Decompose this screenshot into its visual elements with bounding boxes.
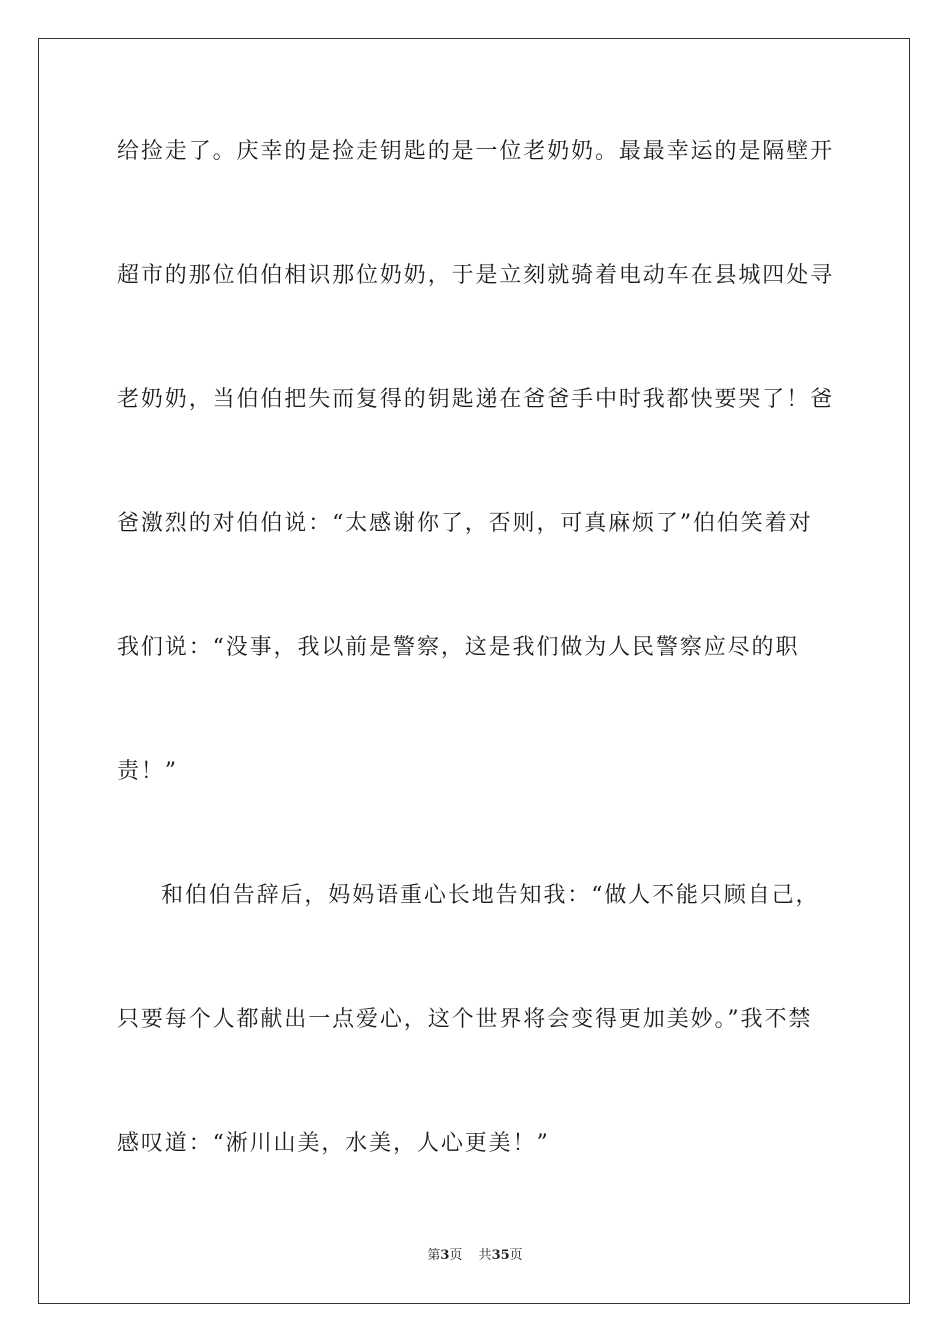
total-pages-label: 共35页: [478, 1248, 523, 1263]
current-page-label: 第3页: [427, 1248, 463, 1263]
text-line: 给捡走了。庆幸的是捡走钥匙的是一位老奶奶。最最幸运的是隔壁开: [117, 139, 835, 164]
text-line: 只要每个人都献出一点爱心，这个世界将会变得更加美妙。”我不禁: [117, 1007, 813, 1032]
text-line: 超市的那位伯伯相识那位奶奶，于是立刻就骑着电动车在县城四处寻: [117, 263, 835, 288]
text-line: 爸激烈的对伯伯说：“太感谢你了，否则，可真麻烦了”伯伯笑着对: [117, 511, 813, 536]
text-line: 感叹道：“淅川山美，水美，人心更美！”: [117, 1131, 550, 1156]
page-footer: [0, 1247, 950, 1265]
text-line: 责！”: [117, 759, 178, 784]
page-border: [38, 38, 910, 1304]
text-line: 我们说：“没事，我以前是警察，这是我们做为人民警察应尽的职: [117, 635, 800, 660]
text-line: 老奶奶，当伯伯把失而复得的钥匙递在爸爸手中时我都快要哭了！爸: [117, 387, 835, 412]
paragraph-first-line: 和伯伯告辞后，妈妈语重心长地告知我：“做人不能只顾自己，: [161, 883, 820, 908]
